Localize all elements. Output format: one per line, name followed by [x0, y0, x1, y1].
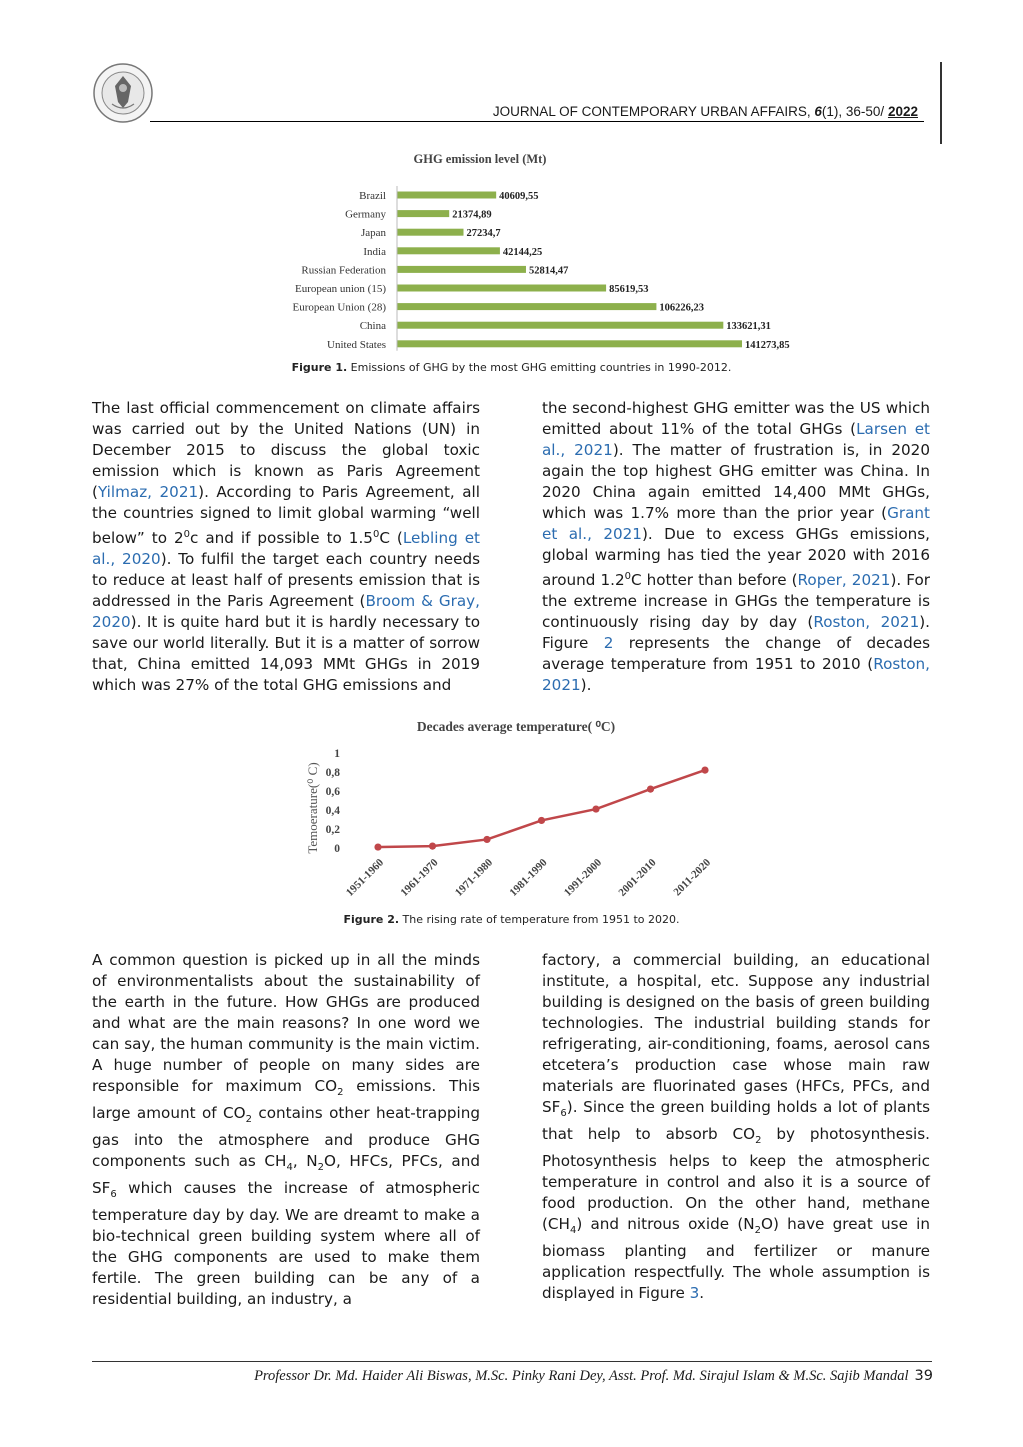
citation-link[interactable]: Larsen et al., 2021 [542, 420, 930, 459]
text-run: ). For the extreme increase in GHGs the temperature is continuously rising day by day ( [542, 571, 930, 632]
text-run: by photosynthesis. Photosynthesis helps to keep the atmospheric temperature in control and also it is a source of food production. On the other hand, methane (CH [542, 1125, 930, 1234]
citation-link[interactable]: Roston, 2021 [813, 613, 920, 632]
bar [397, 247, 500, 254]
text-run: the second-highest GHG emitter was the US which emitted about 11% of the total GHGs ( [542, 399, 930, 438]
figure1-caption-text: Emissions of GHG by the most GHG emitting countries in 1990-2012. [350, 361, 732, 374]
value-label: 27234,7 [466, 228, 501, 240]
y-tick-label: 0,6 [325, 786, 340, 798]
page-footer [90, 1368, 933, 1385]
text-run: ). Due to excess GHGs emissions, global warming has tied the year 2020 with 2016 around 1.2 [542, 525, 930, 590]
text-run: C ( [379, 529, 403, 548]
journal-volume: 6 [814, 104, 822, 119]
text-column-right-upper [542, 398, 930, 696]
text-run: O) have great use in biomass planting and fertilizer or manure application respectfully. The whole assumption is displayed in Figure [542, 1215, 931, 1303]
data-point [647, 786, 654, 793]
paragraph [542, 398, 930, 696]
text-run: emissions. This large amount of CO [92, 1077, 480, 1123]
chart2-title: Decades average temperature( ⁰C) [416, 719, 616, 734]
figure2-caption [100, 913, 923, 926]
text-run: c and if possible to 1.5 [190, 529, 373, 548]
series-line [378, 770, 705, 847]
category-label: China [359, 320, 386, 333]
text-run: ) and nitrous oxide (N [576, 1215, 755, 1234]
footer-rule [92, 1361, 932, 1362]
text-run: ). The matter of frustration is, in 2020 again the top highest GHG emitter was China. In 2020 China again emitted 14,400 MMt GHGs, which was 1.7% more than the prior year ( [542, 441, 930, 522]
superscript: 0 [183, 529, 191, 540]
category-label: European Union (28) [292, 301, 386, 314]
text-run: . [699, 1284, 705, 1303]
chart1-title: GHG emission level (Mt) [413, 152, 547, 166]
x-tick-label: 2011-2020 [671, 856, 714, 899]
subscript: 6 [110, 1189, 117, 1201]
subscript: 2 [337, 1087, 344, 1099]
citation-link[interactable]: 3 [689, 1284, 700, 1303]
value-label: 40609,55 [499, 191, 539, 202]
citation-link[interactable]: Roston, 2021 [542, 655, 930, 695]
y-tick-label: 0,8 [325, 767, 340, 779]
value-label: 21374,89 [452, 209, 492, 221]
data-point [538, 817, 545, 824]
category-label: Russian Federation [301, 264, 386, 277]
bar [397, 303, 656, 310]
citation-link[interactable]: Yilmaz, 2021 [97, 483, 199, 501]
bar [397, 210, 449, 217]
text-run: represents the change of decades average temperature from 1951 to 2010 ( [542, 634, 930, 674]
bar [397, 285, 606, 292]
text-run: O, HFCs, PFCs, and SF [92, 1152, 480, 1198]
superscript: 0 [372, 529, 380, 540]
subscript: 2 [754, 1225, 762, 1237]
category-label: Japan [360, 227, 386, 240]
subscript: 2 [245, 1114, 252, 1126]
header-rule [150, 121, 924, 122]
text-run: ). Figure [542, 613, 930, 653]
citation-link[interactable]: Lebling et al., 2020 [92, 529, 480, 569]
category-label: Germany [345, 208, 386, 221]
journal-seal-logo [92, 62, 154, 124]
text-run: , N [292, 1152, 318, 1171]
x-tick-label: 1951-1960 [343, 856, 387, 899]
text-run: ). It is quite hard but it is hardly necessary to save our world literally. But it is a matter of sorrow that, China emitted 14,093 MMt GHGs in 2019 which was 27% of the total GHG emissions and [92, 613, 480, 695]
data-point [429, 843, 436, 850]
text-run: A common question is picked up in all the minds of environmentalists about the sustainability of the earth in the future. How GHGs are produced and what are the main reasons? In one word we can say, the human community is the main victim. A huge number of people on many sides are responsible for maximum CO [92, 951, 480, 1095]
y-tick-label: 1 [334, 748, 340, 760]
x-tick-label: 1971-1980 [452, 856, 496, 899]
journal-header [150, 104, 918, 119]
category-label: Brazil [359, 190, 386, 202]
text-column-left-lower [92, 950, 480, 1310]
category-label: United States [327, 338, 386, 351]
chart2-y-axis-label: Temoerature(⁰ C) [305, 762, 320, 854]
text-run: which causes the increase of atmospheric temperature day by day. We are dreamt to make a bio-technical green building system where all of the GHG components are used to make them fertile. The green building can be any of a residential building, an industry, a [92, 1179, 480, 1309]
journal-year: 2022 [887, 104, 918, 119]
text-run: The last official commencement on climate affairs was carried out by the United Nations (UN) in December 2015 to discuss the global toxic emission which is known as Paris Agreement ( [92, 399, 480, 501]
text-run: contains other heat-trapping gas into the atmosphere and produce GHG components such as CH [92, 1104, 480, 1171]
subscript: 4 [569, 1225, 577, 1237]
paragraph [92, 398, 480, 696]
subscript: 6 [560, 1108, 567, 1120]
text-run: ). According to Paris Agreement, all the countries signed to limit global warming “well below” to 2 [92, 483, 480, 548]
category-label: European union (15) [294, 283, 386, 295]
bar [397, 192, 496, 199]
x-tick-label: 1981-1990 [507, 856, 550, 899]
value-label: 133621,31 [726, 321, 771, 333]
subscript: 2 [755, 1135, 762, 1147]
text-run: factory, a commercial building, an educational institute, a hospital, etc. Suppose any industrial building is designed on the basis of green building technologies. The industrial building stands for refrigerating, air-conditioning, foams, aerosol cans etcetera’s production case whose main raw materials are fluorinated gases (HFCs, PFCs, and SF [542, 951, 930, 1116]
y-tick-label: 0,4 [325, 805, 340, 817]
subscript: 4 [286, 1162, 293, 1174]
text-run: ). To fulfil the target each country needs to reduce at least half of presents emission that is addressed in the Paris Agreement ( [92, 550, 480, 611]
value-label: 85619,53 [609, 284, 649, 295]
value-label: 141273,85 [745, 339, 790, 351]
data-point [592, 805, 599, 812]
x-tick-label: 1991-2000 [561, 856, 605, 899]
bar [397, 340, 742, 347]
citation-link[interactable]: Roper, 2021 [797, 571, 891, 590]
x-tick-label: 2001-2010 [616, 856, 659, 899]
superscript: 0 [624, 571, 631, 582]
value-label: 106226,23 [659, 302, 705, 314]
text-run: ). Since the green building holds a lot of plants that help to absorb CO [542, 1098, 930, 1144]
bar [397, 229, 464, 236]
y-tick-label: 0,2 [325, 824, 340, 836]
y-tick-label: 0 [334, 843, 340, 855]
value-label: 42144,25 [502, 246, 543, 258]
footer-authors: Professor Dr. Md. Haider Ali Biswas, M.Sc. Pinky Rani Dey, Asst. Prof. Md. Sirajul Islam & M.Sc. Sajib Mandal [254, 1368, 909, 1384]
figure1-caption [100, 361, 923, 374]
subscript: 2 [317, 1162, 325, 1174]
paragraph [542, 950, 930, 1304]
citation-link[interactable]: 2 [603, 634, 614, 653]
text-column-right-lower [542, 950, 930, 1304]
text-column-left-upper [92, 398, 480, 696]
page-number: 39 [914, 1368, 933, 1384]
text-run: C hotter than before ( [630, 571, 798, 590]
journal-issue-pages: (1), 36-50/ [821, 104, 885, 119]
x-tick-label: 1961-1970 [398, 856, 441, 899]
figure2-caption-text: The rising rate of temperature from 1951 to 2020. [402, 913, 680, 926]
data-point [374, 843, 381, 850]
data-point [483, 836, 490, 843]
figure2-label: Figure 2. [343, 913, 400, 926]
citation-link[interactable]: Grant et al., 2021 [542, 504, 930, 543]
category-label: India [363, 245, 386, 258]
journal-title: JOURNAL OF CONTEMPORARY URBAN AFFAIRS, [492, 104, 811, 119]
data-point [701, 767, 708, 774]
value-label: 52814,47 [528, 265, 569, 277]
ghg-emission-bar-chart [280, 145, 790, 355]
text-run: ). [580, 676, 592, 695]
bar [397, 322, 723, 329]
figure1-label: Figure 1. [291, 361, 348, 374]
bar [397, 266, 526, 273]
header-vertical-rule [940, 62, 942, 144]
paragraph [92, 950, 480, 1310]
citation-link[interactable]: Broom & Gray, 2020 [92, 592, 480, 632]
temperature-line-chart [298, 713, 738, 913]
